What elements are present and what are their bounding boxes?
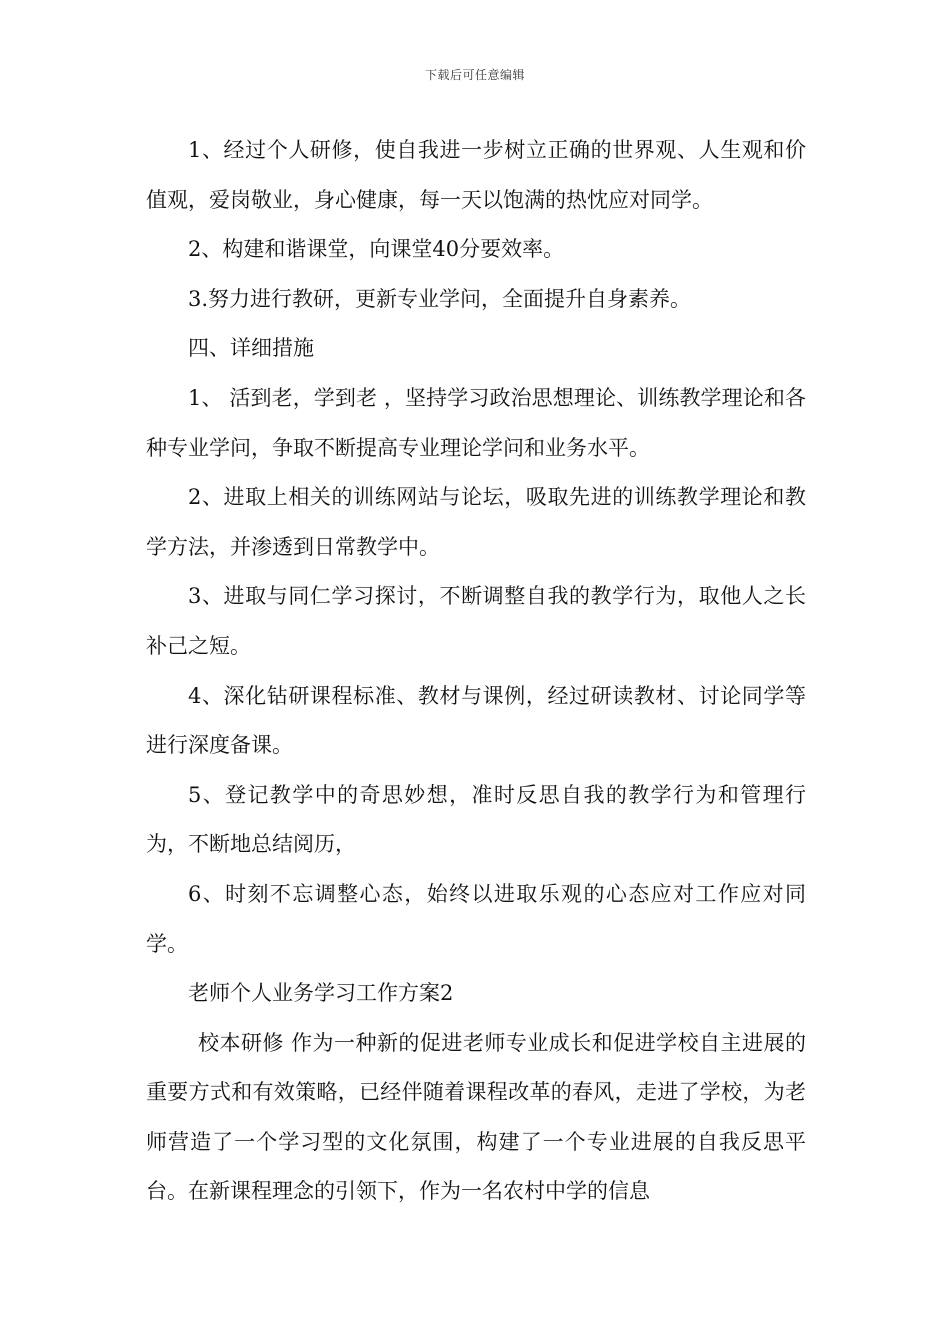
section-title-plan-2: 老师个人业务学习工作方案2: [188, 981, 454, 1006]
paragraph-measure-5: 5、登记教学中的奇思妙想，准时反思自我的教学行为和管理行为，不断地总结阅历，: [146, 782, 806, 857]
paragraph-goal-2: 2、构建和谐课堂，向课堂40分要效率。: [188, 237, 565, 262]
paragraph-measure-6: 6、时刻不忘调整心态，始终以进取乐观的心态应对工作应对同学。: [146, 881, 806, 956]
paragraph-measure-1: 1、 活到老，学到老 ，坚持学习政治思想理论、训练教学理论和各种专业学问，争取不断提高专业理论学问和业务水平。: [146, 385, 806, 460]
section-heading-measures: 四、详细措施: [188, 336, 314, 361]
paragraph-measure-4: 4、深化钻研课程标准、教材与课例，经过研读教材、讨论同学等进行深度备课。: [146, 683, 806, 758]
header-note: 下载后可任意编辑: [424, 68, 525, 82]
document-body: [146, 126, 806, 1217]
paragraph-goal-1: 1、经过个人研修，使自我进一步树立正确的世界观、人生观和价值观，爱岗敬业，身心健康，每一天以饱满的热忱应对同学。: [146, 138, 806, 212]
paragraph-school-research: 校本研修 作为一种新的促进老师专业成长和促进学校自主进展的重要方式和有效策略，已经伴随着课程改革的春风，走进了学校，为老师营造了一个学习型的文化氛围，构建了一个专业进展的自我反思平台。在新课程理念的引领下，作为一名农村中学的信息: [146, 1030, 806, 1204]
paragraph-measure-2: 2、进取上相关的训练网站与论坛，吸取先进的训练教学理论和教学方法，并渗透到日常教学中。: [146, 485, 806, 559]
paragraph-goal-3: 3.努力进行教研，更新专业学问，全面提升自身素养。: [188, 286, 692, 311]
paragraph-measure-3: 3、进取与同仁学习探讨，不断调整自我的教学行为，取他人之长补己之短。: [146, 584, 806, 658]
